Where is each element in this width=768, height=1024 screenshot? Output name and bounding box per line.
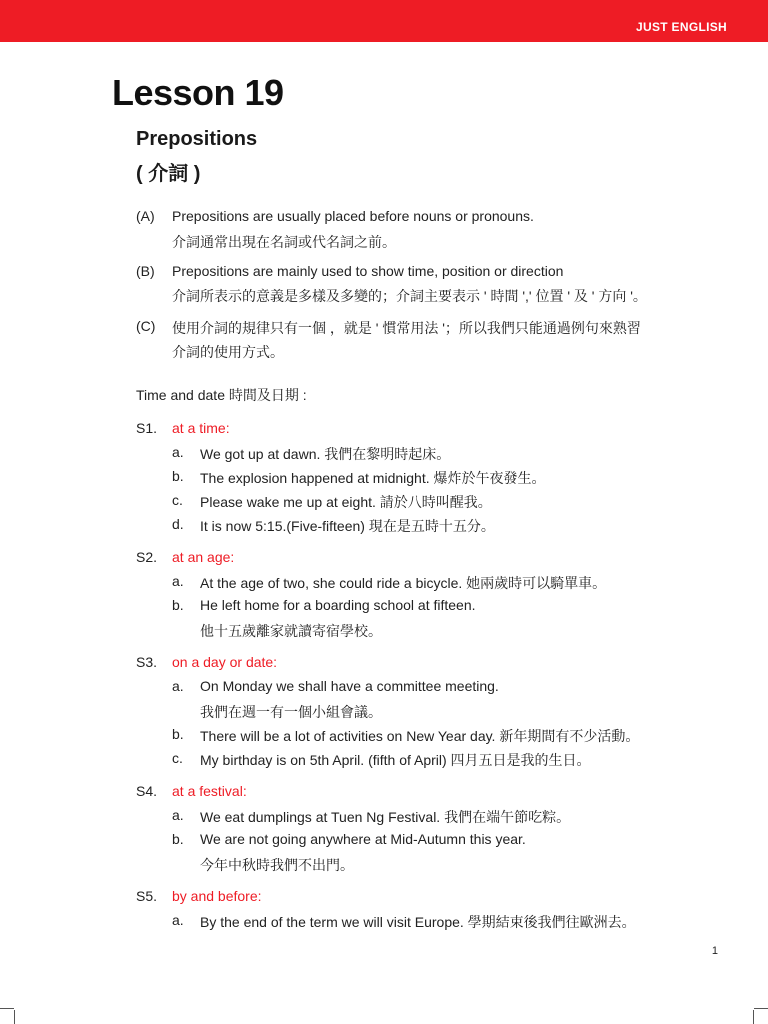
example-letter: a. [172,573,184,589]
intro-text: 介詞所表示的意義是多樣及多變的；介詞主要表示 ' 時間 ',' 位置 ' 及 ' 方向 '。 [172,288,647,304]
example-text: We eat dumplings at Tuen Ng Festival. 我們在端午節吃粽。 [200,809,571,825]
page-number: 1 [711,945,718,957]
example-text: 我們在週一有一個小組會議。 [200,704,382,720]
brand-label: JUST ENGLISH [636,20,727,34]
example-letter: b. [172,468,184,484]
example-letter: c. [172,750,183,766]
section-heading: by and before: [172,888,262,904]
example-letter: c. [172,492,183,508]
example-text: On Monday we shall have a committee meeting. [200,678,499,694]
intro-text: Prepositions are usually placed before nouns or pronouns. [172,208,534,224]
section-label: S5. [136,888,158,904]
section-heading: at a festival: [172,783,247,799]
example-letter: b. [172,597,184,613]
example-letter: d. [172,516,184,532]
time-date-heading: Time and date 時間及日期 : [136,387,307,403]
intro-text: 介詞的使用方式。 [172,344,284,360]
section-heading: on a day or date: [172,654,278,670]
example-letter: a. [172,807,184,823]
crop-mark [753,1010,754,1024]
section-heading: at a time: [172,420,230,436]
crop-mark [0,1008,14,1009]
intro-label: (B) [136,263,155,279]
intro-text: Prepositions are mainly used to show time, position or direction [172,263,564,279]
example-letter: a. [172,678,184,694]
example-text: We are not going anywhere at Mid-Autumn this year. [200,831,526,847]
lesson-title: Lesson 19 [112,72,284,113]
section-heading: at an age: [172,549,235,565]
example-letter: a. [172,912,184,928]
example-text: It is now 5:15.(Five-fifteen) 現在是五時十五分。 [200,518,495,534]
example-text: The explosion happened at midnight. 爆炸於午夜發生。 [200,470,546,486]
intro-label: (A) [136,208,155,224]
example-text: There will be a lot of activities on New Year day. 新年期間有不少活動。 [200,728,640,744]
crop-mark [754,1008,768,1009]
section-label: S1. [136,420,158,436]
subtitle-english: Prepositions [136,128,258,150]
example-letter: b. [172,831,184,847]
intro-label: (C) [136,318,156,334]
header-banner [0,0,768,42]
example-text: 今年中秋時我們不出門。 [200,857,354,873]
section-label: S3. [136,654,158,670]
example-text: At the age of two, she could ride a bicycle. 她兩歲時可以騎單車。 [200,575,607,591]
example-text: By the end of the term we will visit Europe. 學期結束後我們往歐洲去。 [200,914,636,930]
crop-mark [14,1010,15,1024]
example-text: My birthday is on 5th April. (fifth of April) 四月五日是我的生日。 [200,752,591,768]
example-text: He left home for a boarding school at fifteen. [200,597,476,613]
section-label: S4. [136,783,158,799]
intro-text: 使用介詞的規律只有一個 ，就是 ' 慣常用法 '；所以我們只能通過例句來熟習 [172,320,641,336]
intro-text: 介詞通常出現在名詞或代名詞之前。 [172,234,396,250]
example-text: We got up at dawn. 我們在黎明時起床。 [200,446,451,462]
example-letter: b. [172,726,184,742]
subtitle-chinese: ( 介詞 ) [136,163,201,185]
example-letter: a. [172,444,184,460]
example-text: 他十五歲離家就讀寄宿學校。 [200,623,382,639]
section-label: S2. [136,549,158,565]
example-text: Please wake me up at eight. 請於八時叫醒我。 [200,494,492,510]
